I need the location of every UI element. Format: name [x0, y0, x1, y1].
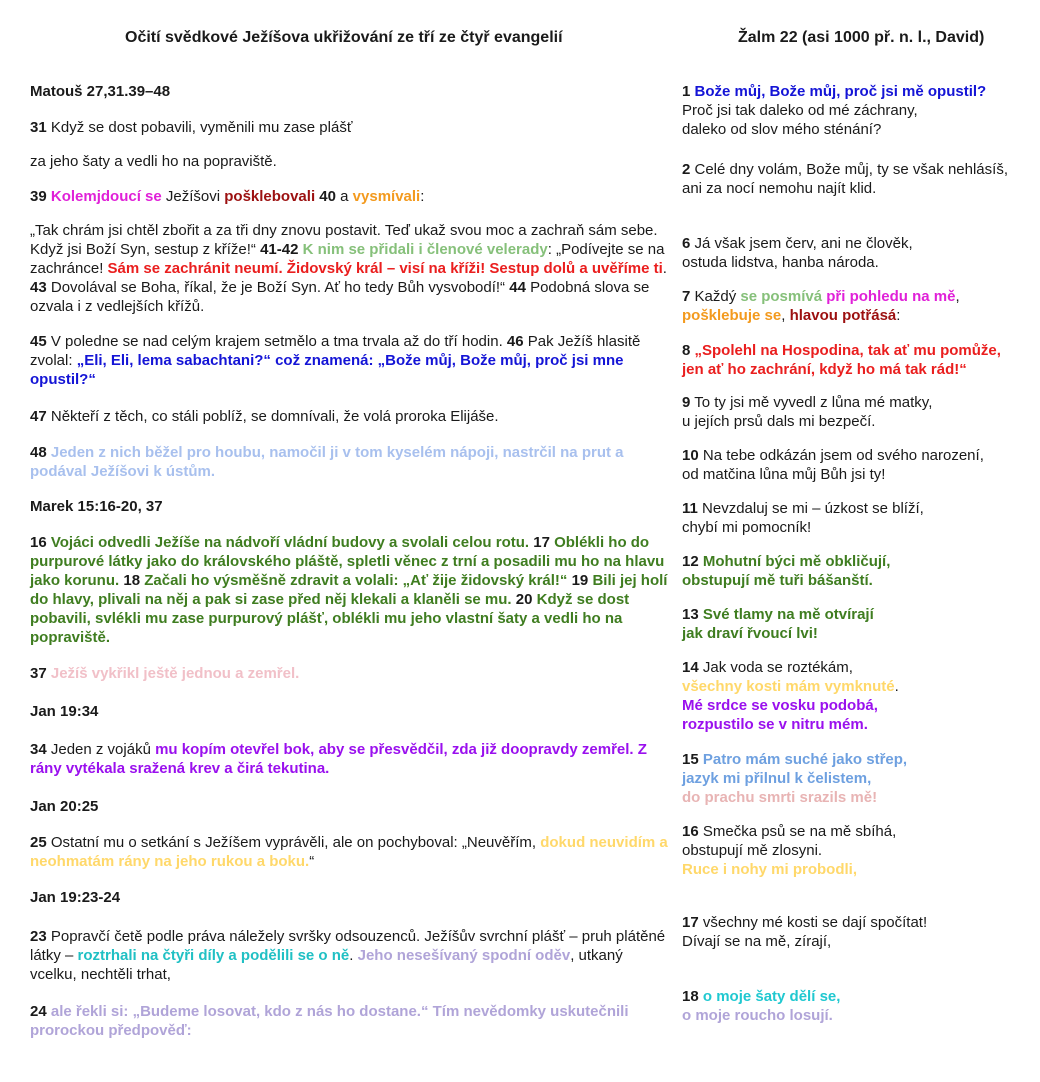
- text-span: o moje roucho losují.: [682, 1007, 833, 1024]
- text-span: Mé srdce se vosku podobá,: [682, 697, 878, 714]
- text-span: mu kopím otevřel bok, aby se přesvědčil, zda již doopravdy zemřel. Z rány vytékala sražená krev a čirá tekutina.: [30, 741, 647, 777]
- text-span: „Spolehl na Hospodina, tak ať mu pomůže,: [694, 342, 1001, 359]
- verse-number: 44: [509, 279, 526, 296]
- text-span: u jejích prsů dals mi bezpečí.: [682, 413, 876, 430]
- text-span: Své tlamy na mě otvírají: [702, 606, 874, 623]
- text-span: o moje šaty dělí se,: [702, 988, 841, 1005]
- psalm-verse: [682, 552, 1032, 590]
- text-span: Pak Ježíš hlasitě zvolal:: [30, 333, 641, 369]
- text-span: :: [420, 188, 425, 205]
- text-span: vysmívali: [352, 188, 421, 205]
- verse-number: 19: [571, 572, 589, 589]
- psalm-verse: [682, 987, 1032, 1025]
- text-span: Někteří z těch, co stáli poblíž, se domnívali, že volá proroka Elijáše.: [46, 408, 499, 425]
- verse-number: 15: [682, 751, 699, 768]
- text-span: Každý: [690, 288, 741, 305]
- text-span: za jeho šaty a vedli ho na popraviště.: [30, 153, 277, 170]
- text-span: , utkaný vcelku, nechtěli trhat,: [30, 947, 623, 983]
- text-span: ostuda lidstva, hanba národa.: [682, 254, 879, 271]
- gospel-paragraph: [30, 740, 670, 778]
- text-span: Jeden z vojáků: [46, 741, 156, 758]
- verse-number: 18: [682, 988, 699, 1005]
- verse-number: 41-42: [260, 241, 299, 258]
- text-span: Oblékli ho do purpurové látky jako do královského pláště, spletli věnec z trní a posadili mu ho na hlavu jako korunu.: [30, 534, 665, 589]
- text-span: Jan 19:34: [30, 703, 99, 720]
- text-span: všechny mé kosti se dají spočítat!: [698, 914, 928, 931]
- psalm-verse: [682, 913, 1032, 951]
- text-span: Kolemjdoucí se: [50, 188, 162, 205]
- psalm-verse: [682, 82, 1032, 139]
- verse-number: 37: [30, 665, 47, 682]
- verse-number: 13: [682, 606, 699, 623]
- verse-number: 17: [682, 914, 699, 931]
- gospel-paragraph: [30, 927, 670, 984]
- psalm-verse: [682, 750, 1032, 807]
- text-span: Dívají se na mě, zírají,: [682, 933, 832, 950]
- text-span: jazyk mi přilnul k čelistem,: [682, 770, 872, 787]
- text-span: Vojáci odvedli Ježíše na nádvoří vládní budovy a svolali celou rotu.: [50, 534, 530, 551]
- text-span: Popravčí četě podle práva náležely svršky odsouzenců. Ježíšův svrchní plášť – pruh plátěné látky –: [30, 928, 666, 964]
- verse-number: 39: [30, 188, 47, 205]
- verse-number: 46: [506, 333, 524, 350]
- text-span: pošklebovali: [224, 188, 316, 205]
- text-span: Ježíšovi: [161, 188, 225, 205]
- text-span: ,: [955, 288, 960, 305]
- text-span: : „Podívejte se na zachránce!: [30, 241, 665, 277]
- text-span: Patro mám suché jako střep,: [702, 751, 908, 768]
- psalm-verse: [682, 160, 1032, 198]
- text-span: daleko od slov mého sténání?: [682, 121, 882, 138]
- right-column-title: Žalm 22 (asi 1000 př. n. l., David): [738, 29, 985, 46]
- gospel-paragraph: [30, 443, 670, 481]
- verse-number: 11: [682, 500, 698, 517]
- gospel-paragraph: [30, 888, 670, 907]
- text-span: Jeden z nich běžel pro houbu, namočil ji v tom kyselém nápoji, nastrčil na prut a podával Ježíšovi k ústům.: [30, 444, 624, 480]
- left-column-title: Očití svědkové Ježíšova ukřižování ze tří ze čtyř evangelií: [125, 29, 563, 46]
- gospel-paragraph: [30, 664, 670, 683]
- psalm-verse: [682, 234, 1032, 272]
- text-span: rozpustilo se v nitru mém.: [682, 716, 868, 733]
- gospel-paragraph: [30, 152, 670, 171]
- text-span: Smečka psů se na mě sbíhá,: [698, 823, 897, 840]
- gospel-paragraph: [30, 497, 670, 516]
- text-span: Proč jsi tak daleko od mé záchrany,: [682, 102, 918, 119]
- psalm-verse: [682, 287, 1032, 325]
- text-span: Matouš 27,31.39–48: [30, 83, 171, 100]
- text-span: „Eli, Eli, lema sabachtani?“ což znamená: „Bože můj, Bože můj, proč jsi mne opustil?“: [30, 352, 624, 388]
- gospel-paragraph: [30, 407, 670, 426]
- text-span: a: [335, 188, 353, 205]
- verse-number: 2: [682, 161, 691, 178]
- verse-number: 16: [682, 823, 699, 840]
- text-span: Ruce i nohy mi probodli,: [682, 861, 858, 878]
- text-span: Ježíš vykřikl ještě jednou a zemřel.: [50, 665, 300, 682]
- verse-number: 31: [30, 119, 47, 136]
- psalm-verse: [682, 499, 1032, 537]
- verse-number: 6: [682, 235, 691, 252]
- text-span: Podobná slova se ozvala i z vedlejších křížů.: [30, 279, 650, 315]
- verse-number: 25: [30, 834, 47, 851]
- verse-number: 20: [515, 591, 533, 608]
- text-span: obstupují mě zlosyni.: [682, 842, 823, 859]
- text-span: Když se dost pobavili, svlékli mu zase purpurový plášť, oblékli mu jeho vlastní šaty a vedli ho na popraviště.: [30, 591, 630, 646]
- text-span: .: [894, 678, 899, 695]
- verse-number: 7: [682, 288, 691, 305]
- verse-number: 47: [30, 408, 47, 425]
- gospel-paragraph: [30, 797, 670, 816]
- psalm-verse: [682, 605, 1032, 643]
- verse-number: 43: [30, 279, 47, 296]
- text-span: K nim se přidali i členové velerady: [302, 241, 548, 258]
- text-span: Jak voda se roztékám,: [698, 659, 853, 676]
- verse-number: 1: [682, 83, 691, 100]
- text-span: Začali ho výsměšně zdravit a volali: „Ať žije židovský král!“: [144, 572, 568, 589]
- text-span: dokud neuvidím a neohmatám rány na jeho rukou a boku.: [30, 834, 668, 870]
- text-span: Marek 15:16-20, 37: [30, 498, 163, 515]
- verse-number: 12: [682, 553, 699, 570]
- text-span: od matčina lůna můj Bůh jsi ty!: [682, 466, 886, 483]
- psalm-verse: [682, 393, 1032, 431]
- gospel-paragraph: [30, 533, 670, 647]
- verse-number: 24: [30, 1003, 47, 1020]
- gospel-paragraph: [30, 118, 670, 137]
- psalm-verse: [682, 446, 1032, 484]
- text-span: při pohledu na mě: [826, 288, 956, 305]
- gospel-paragraph: [30, 187, 670, 206]
- text-span: Nevzdaluj se mi – úzkost se blíží,: [697, 500, 924, 517]
- verse-number: 9: [682, 394, 691, 411]
- text-span: Ostatní mu o setkání s Ježíšem vyprávěli, ale on pochyboval: „Neuvěřím,: [46, 834, 541, 851]
- text-span: V poledne se nad celým krajem setmělo a tma trvala až do tří hodin.: [46, 333, 507, 350]
- text-span: jak draví řvoucí lvi!: [682, 625, 818, 642]
- text-span: ,: [781, 307, 790, 324]
- text-span: :: [896, 307, 901, 324]
- psalm-verse: [682, 658, 1032, 734]
- text-span: hlavou potřásá: [789, 307, 897, 324]
- verse-number: 10: [682, 447, 699, 464]
- text-span: ale řekli si: „Budeme losovat, kdo z nás ho dostane.“ Tím nevědomky uskutečnili prorockou předpověď:: [30, 1003, 629, 1039]
- text-span: chybí mi pomocník!: [682, 519, 812, 536]
- text-span: pošklebuje se: [682, 307, 782, 324]
- text-span: Jan 20:25: [30, 798, 99, 815]
- text-span: “: [309, 853, 315, 870]
- text-span: obstupují mě tuři bášanští.: [682, 572, 873, 589]
- text-span: Na tebe odkázán jsem od svého narození,: [698, 447, 984, 464]
- text-span: jen ať ho zachrání, když ho má tak rád!“: [682, 361, 967, 378]
- gospel-paragraph: [30, 82, 670, 101]
- text-span: Já však jsem červ, ani ne člověk,: [690, 235, 913, 252]
- text-span: Sám se zachránit neumí. Židovský král – visí na kříži! Sestup dolů a uvěříme ti: [107, 260, 663, 277]
- verse-number: 18: [123, 572, 141, 589]
- text-span: „Tak chrám jsi chtěl zbořit a za tři dny znovu postavit. Teď ukaž svou moc a zachraň sám sebe. Když jsi Boží Syn, sestup z kříže!“: [30, 222, 658, 258]
- gospel-paragraph: [30, 833, 670, 871]
- verse-number: 8: [682, 342, 691, 359]
- text-span: .: [662, 260, 667, 277]
- text-span: Jeho nesešívaný spodní oděv: [357, 947, 571, 964]
- gospel-paragraph: [30, 332, 670, 389]
- verse-number: 23: [30, 928, 47, 945]
- text-span: se posmívá: [740, 288, 823, 305]
- text-span: .: [349, 947, 358, 964]
- text-span: roztrhali na čtyři díly a podělili se o ně: [77, 947, 350, 964]
- text-span: To ty jsi mě vyvedl z lůna mé matky,: [690, 394, 933, 411]
- text-span: Bili jej holí do hlavy, plivali na něj a pak si zase před něj klekali a klaněli se mu.: [30, 572, 668, 608]
- gospel-paragraph: [30, 221, 670, 316]
- verse-number: 34: [30, 741, 47, 758]
- text-span: všechny kosti mám vymknuté: [682, 678, 895, 695]
- text-span: Celé dny volám, Bože můj, ty se však nehlásíš,: [690, 161, 1008, 178]
- verse-number: 17: [533, 534, 550, 551]
- text-span: ani za nocí nemohu najít klid.: [682, 180, 877, 197]
- verse-number: 48: [30, 444, 47, 461]
- text-span: Jan 19:23-24: [30, 889, 121, 906]
- psalm-verse: [682, 341, 1032, 379]
- gospel-paragraph: [30, 702, 670, 721]
- psalm-verse: [682, 822, 1032, 879]
- verse-number: 16: [30, 534, 47, 551]
- text-span: Bože můj, Bože můj, proč jsi mě opustil?: [694, 83, 987, 100]
- text-span: Dovolával se Boha, říkal, že je Boží Syn. Ať ho tedy Bůh vysvobodí!“: [46, 279, 510, 296]
- text-span: Když se dost pobavili, vyměnili mu zase plášť: [46, 119, 353, 136]
- text-span: do prachu smrti srazils mě!: [682, 789, 878, 806]
- verse-number: 40: [319, 188, 336, 205]
- gospel-paragraph: [30, 1002, 670, 1040]
- verse-number: 14: [682, 659, 699, 676]
- verse-number: 45: [30, 333, 47, 350]
- text-span: Mohutní býci mě obkličují,: [702, 553, 891, 570]
